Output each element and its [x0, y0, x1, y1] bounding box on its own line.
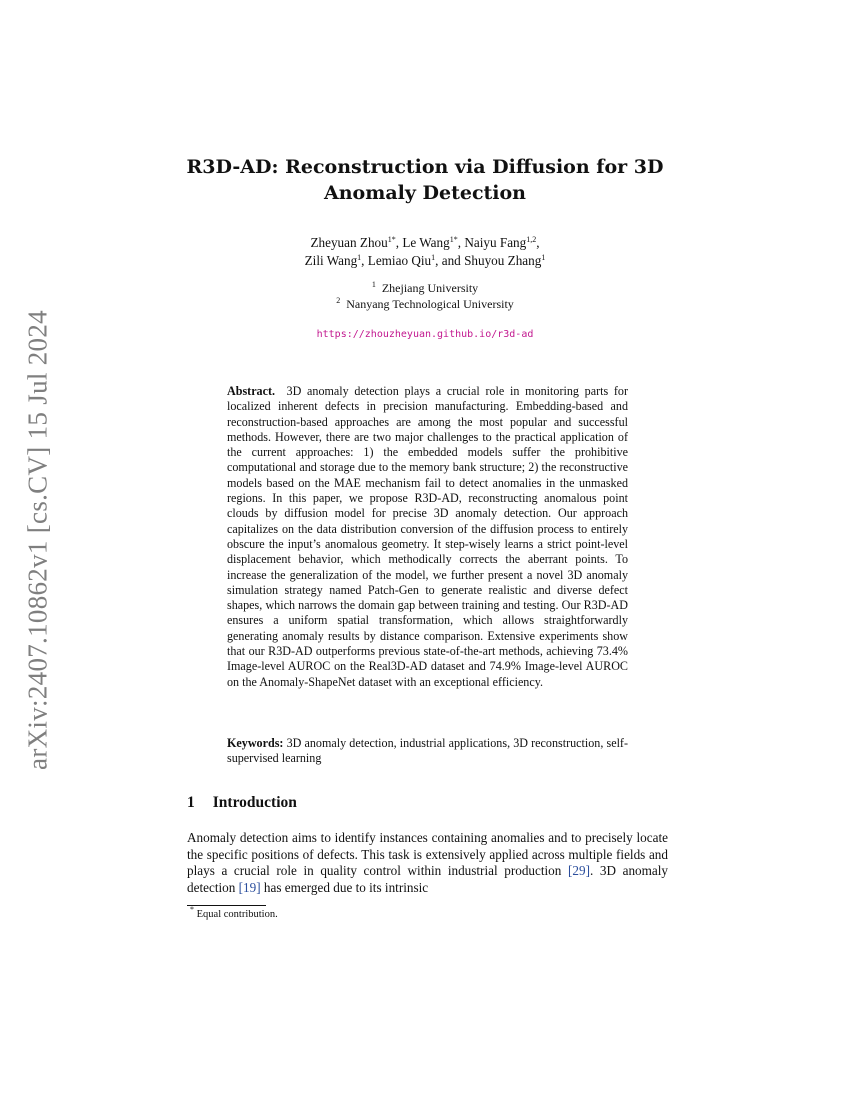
footnote	[190, 905, 278, 920]
author-list	[150, 234, 700, 270]
section-heading	[187, 794, 297, 812]
keywords	[227, 736, 628, 767]
arxiv-identifier-stamp	[18, 300, 58, 780]
footnote-divider	[187, 905, 266, 906]
introduction-paragraph: Anomaly detection aims to identify instances containing anomalies and to precisely locate the specific positions of defects. This task is extensively applied across multiple fields and plays a crucial role in quality control within industrial production [29]. 3D anomaly detection [19] has emerged due to its intrinsic	[187, 830, 668, 895]
keywords-text: 3D anomaly detection, industrial applications, 3D reconstruction, self-supervised learning	[227, 736, 628, 766]
author: Naiyu Fang$^{1,2}$,	[464, 235, 540, 250]
author: Zili Wang$^1$,	[304, 253, 368, 268]
project-url-link[interactable]: https://zhouzheyuan.github.io/r3d-ad	[316, 329, 534, 340]
citation-link[interactable]: [19]	[238, 879, 261, 895]
author: Lemiao Qiu$^1$, and	[367, 253, 465, 268]
keywords-label: Keywords:	[227, 736, 284, 750]
paper-title-line-2: Anomaly Detection	[324, 182, 526, 204]
footnote-mark: *	[190, 905, 194, 914]
paper-title	[150, 154, 700, 206]
author: Shuyou Zhang$^1$	[464, 253, 546, 268]
author: Le Wang$^{1*}$,	[402, 235, 465, 250]
section-title: Introduction	[212, 794, 297, 811]
section-number: 1	[187, 794, 195, 811]
citation-link[interactable]: [29]	[567, 863, 590, 879]
abstract	[227, 384, 628, 690]
abstract-label: Abstract.	[227, 384, 276, 398]
affiliation-list	[150, 280, 700, 312]
affiliation: $^1$ Zhejiang University	[371, 280, 479, 295]
arxiv-identifier-text: arXiv:2407.10862v1 [cs.CV] 15 Jul 2024	[22, 310, 53, 770]
abstract-text: 3D anomaly detection plays a crucial role in monitoring parts for localized inherent defects in precision manufacturing. Embedding-based and reconstruction-based approaches are among the most popular and successful methods. However, there are two major challenges to the practical application of the current approaches: 1) the embedded models suffer the prohibitive computational and storage due to the memory bank structure; 2) the reconstructive models based on the MAE mechanism fail to detect anomalies in the unmasked regions. In this paper, we propose R3D-AD, reconstructing anomalous point clouds by diffusion model for precise 3D anomaly detection. Our approach capitalizes on the data distribution conversion of the diffusion process to entirely obscure the input’s anomalous geometry. It step-wisely learns a strict point-level displacement behavior, which methodically corrects the aberrant points. To increase the generalization of the model, we further present a novel 3D anomaly simulation strategy named Patch-Gen to generate realistic and diverse defect shapes, which narrows the domain gap between training and testing. Our R3D-AD ensures a uniform spatial transformation, which allows straightforwardly generating anomaly results by distance comparison. Extensive experiments show that our R3D-AD outperforms previous state-of-the-art methods, achieving 73.4% Image-level AUROC on the Real3D-AD dataset and 74.9% Image-level AUROC on the Anomaly-ShapeNet dataset with an exceptional efficiency.	[227, 384, 629, 689]
footnote-text: Equal contribution.	[196, 909, 278, 920]
affiliation: $^2$ Nanyang Technological University	[336, 296, 514, 311]
author: Zheyuan Zhou$^{1*}$,	[310, 235, 403, 250]
paper-title-line-1: R3D-AD: Reconstruction via Diffusion for 3D	[186, 156, 664, 178]
